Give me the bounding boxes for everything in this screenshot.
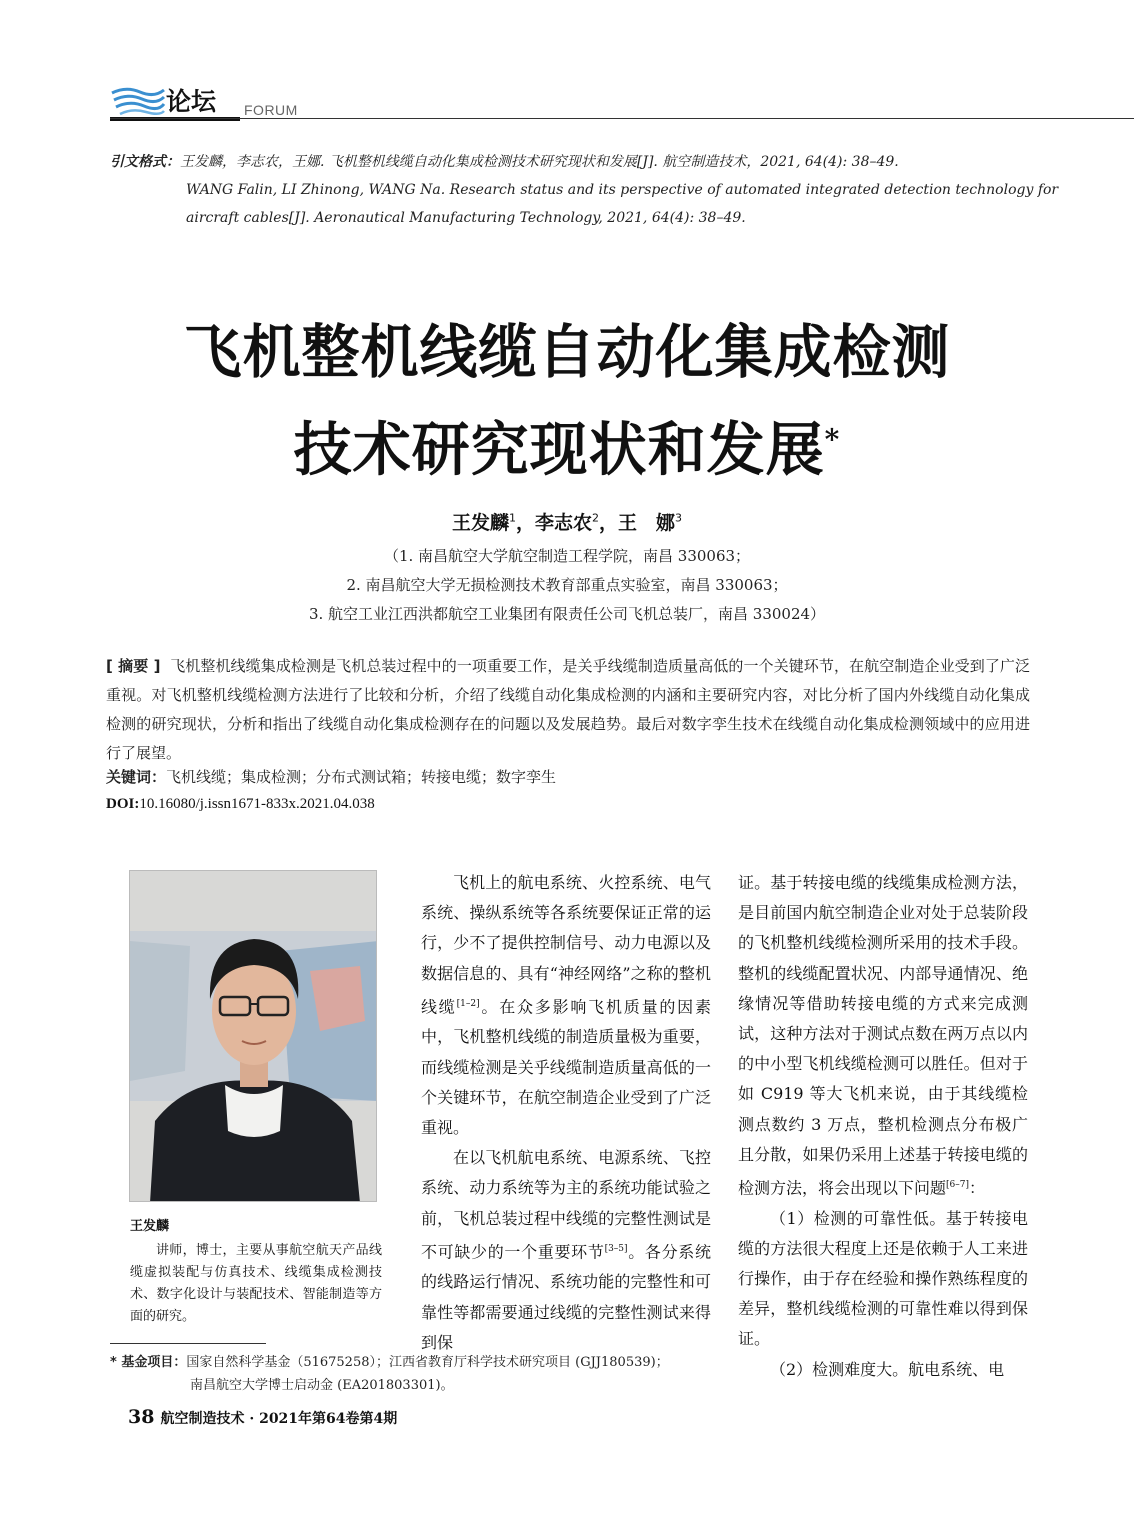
abstract-text: 飞机整机线缆集成检测是飞机总装过程中的一项重要工作，是关乎线缆制造质量高低的一个关键环节，在航空制造企业受到了广泛重视。对飞机整机线缆检测方法进行了比较和分析，介绍了线缆自动化集成检测的内涵和主要研究内容，对比分析了国内外线缆自动化集成检测的研究现状，分析和指出了线缆自动化集成检测存在的问题以及发展趋势。最后对数字孪生技术在线缆自动化集成检测领域中的应用进行了展望。: [106, 657, 1030, 762]
author-name: 王 娜: [618, 512, 676, 534]
title-line-2: 技术研究现状和发展: [293, 415, 825, 484]
author-portrait-image: [130, 871, 377, 1202]
footnote-rule: [110, 1343, 266, 1344]
page-number: 38: [128, 1406, 155, 1428]
keywords: [106, 766, 1030, 787]
author-affil-mark: 3: [675, 511, 683, 525]
reference-mark: [1–2]: [456, 998, 480, 1009]
affiliation-3: 3. 航空工业江西洪都航空工业集团有限责任公司飞机总装厂，南昌 330024）: [308, 605, 826, 623]
keywords-label: 关键词：: [106, 768, 167, 786]
body-paragraph-2: 在以飞机航电系统、电源系统、飞控系统、动力系统等为主的系统功能试验之前，飞机总装过程中线缆的完整性测试是不可缺少的一个重要环节[3–5]。各分系统的线路运行情况、系统功能的完整性和可靠性等都需要通过线缆的完整性测试来得到保: [421, 1148, 711, 1352]
keywords-text: 飞机线缆；集成检测；分布式测试箱；转接电缆；数字孪生: [166, 768, 557, 786]
reference-mark: [6–7]: [946, 1180, 969, 1191]
author-list: 王发麟$^1$，李志农$^2$，王 娜$^3$: [451, 511, 683, 534]
affiliation-2: 2. 南昌航空大学无损检测技术教育部重点实验室，南昌 330063；: [346, 576, 788, 594]
doi-value: 10.16080/j.issn1671-833x.2021.04.038: [139, 796, 375, 812]
author-name: 王发麟: [451, 512, 509, 534]
funding-footnote: [110, 1351, 722, 1397]
bio-text: 讲师，博士，主要从事航空航天产品线缆虚拟装配与仿真技术、线缆集成检测技术、数字化设计与装配技术、智能制造等方面的研究。: [130, 1243, 382, 1324]
citation-cn-line: [110, 148, 1050, 176]
section-header: [110, 80, 1134, 126]
author-bio: [130, 1216, 382, 1328]
body-paragraph-1: 飞机上的航电系统、火控系统、电气系统、操纵系统等各系统要保证正常的运行，少不了提供控制信号、动力电源以及数据信息的、具有“神经网络”之称的整机线缆[1–2]。在众多影响飞机质量的因素中，飞机整机线缆的制造质量极为重要，而线缆检测是关乎线缆制造质量高低的一个关键环节，在航空制造企业受到了广泛重视。: [421, 873, 711, 1137]
section-title: 论坛: [166, 87, 217, 116]
funding-line-2: 南昌航空大学博士启动金 (EA201803301)。: [190, 1378, 454, 1393]
funding-label: * 基金项目：: [110, 1355, 187, 1370]
section-subtitle: FORUM: [244, 102, 298, 118]
body-paragraph-3: （1）检测的可靠性低。基于转接电缆的方法很大程度上还是依赖于人工来进行操作，由于存在经验和操作熟练程度的差异，整机线缆检测的可靠性难以得到保证。: [738, 1208, 1028, 1349]
affiliation-1: （1. 南昌航空大学航空制造工程学院，南昌 330063；: [383, 547, 751, 565]
body-column-1: [421, 868, 711, 1358]
author-name: 李志农: [534, 512, 592, 534]
title-line-1: 飞机整机线缆自动化集成检测: [183, 318, 951, 386]
author-affil-mark: 1: [508, 511, 516, 525]
abstract-label: [ 摘要 ]: [106, 657, 161, 675]
doi-label: DOI:: [106, 796, 140, 812]
citation-block: [110, 148, 1059, 232]
title-footnote-mark: *: [824, 423, 841, 456]
reference-mark: [3–5]: [604, 1243, 628, 1254]
citation-label: 引文格式：: [110, 154, 180, 170]
header-rule: [110, 118, 1134, 119]
abstract: [106, 652, 1030, 768]
doi: [106, 796, 375, 813]
waves-logo-icon: [110, 84, 166, 116]
funding-line-1: 国家自然科学基金（51675258）；江西省教育厅科学技术研究项目 (GJJ180539)；: [186, 1355, 669, 1370]
citation-en-2: aircraft cables[J]. Aeronautical Manufacturing Technology, 2021, 64(4): 38–49.: [186, 210, 746, 226]
author-affil-mark: 2: [592, 511, 599, 525]
body-paragraph-4: （2）检测难度大。航电系统、电: [770, 1359, 1005, 1379]
citation-en-1: WANG Falin, LI Zhinong, WANG Na. Research status and its perspective of automated integrated detection technology for: [186, 182, 1059, 198]
body-column-2: [738, 868, 1028, 1385]
author-photo: [129, 870, 377, 1202]
journal-issue: 航空制造技术 · 2021年第64卷第4期: [160, 1411, 398, 1427]
citation-cn: 王发麟，李志农，王娜. 飞机整机线缆自动化集成检测技术研究现状和发展[J]. 航空制造技术，2021, 64(4): 38–49.: [180, 154, 899, 170]
body-paragraph-2-cont: 证。基于转接电缆的线缆集成检测方法，是目前国内航空制造企业对处于总装阶段的飞机整机线缆检测所采用的技术手段。整机的线缆配置状况、内部导通情况、绝缘情况等借助转接电缆的方式来完成测试，这种方法对于测试点数在两万点以内的中小型飞机线缆检测可以胜任。但对于如 C919 等大飞机来说，由于其线缆检测点数约 3 万点，整机检测点分布极广且分散，如果仍采用上述基于转接电缆的检测方法，将会出现以下问题[6–7]：: [738, 873, 1028, 1198]
page-footer: [128, 1406, 397, 1428]
paper-title: [0, 308, 1134, 493]
bio-name: 王发麟: [130, 1219, 170, 1234]
